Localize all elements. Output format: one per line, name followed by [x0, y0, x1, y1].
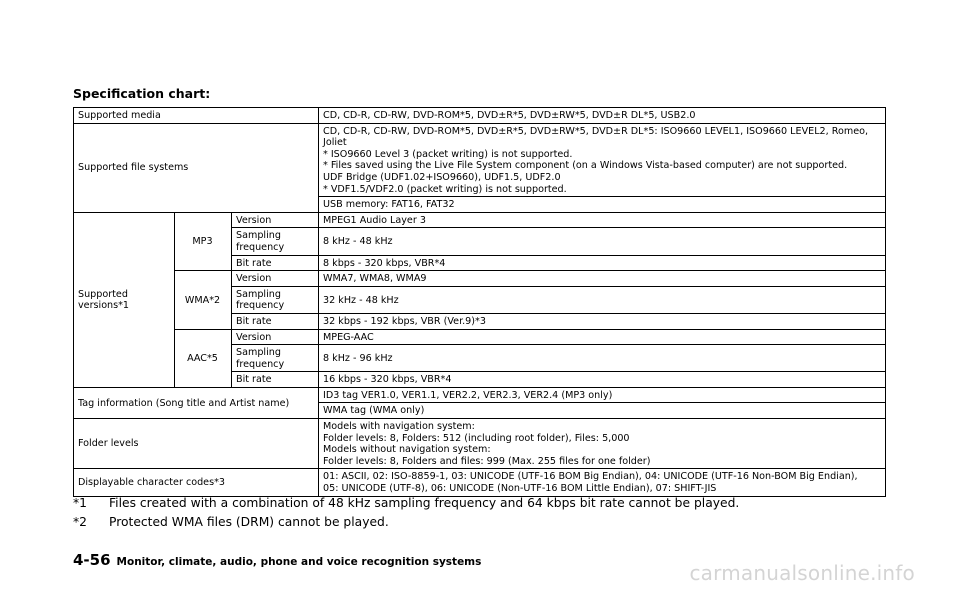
supported-versions-label: Supported versions*1 — [74, 212, 175, 387]
file-systems-value: CD, CD-R, CD-RW, DVD-ROM*5, DVD±R*5, DVD±RW*5, DVD±R DL*5: ISO9660 LEVEL1, ISO9660 LEVEL2, Romeo, Joliet * ISO9660 Level 3 (packet writing) is not supported. * Files saved using the Live File System component (on a Windows Vista-based computer) are not supported. UDF Bridge (UDF1.02+ISO9660), UDF1.5, UDF2.0 * VDF1.5/VDF2.0 (packet writing) is not supported. — [319, 123, 886, 197]
table-row — [74, 329, 886, 345]
table-row — [74, 212, 886, 228]
footnote — [73, 513, 739, 532]
usb-memory-value: USB memory: FAT16, FAT32 — [319, 197, 886, 213]
section-title: Monitor, climate, audio, phone and voice recognition systems — [116, 556, 482, 568]
footnote — [73, 494, 739, 513]
wma-bitrate-value: 32 kbps - 192 kbps, VBR (Ver.9)*3 — [319, 313, 886, 329]
tag-info-id3-value: ID3 tag VER1.0, VER1.1, VER2.2, VER2.3, VER2.4 (MP3 only) — [319, 387, 886, 403]
aac-sampling-value: 8 kHz - 96 kHz — [319, 345, 886, 372]
wma-version-value: WMA7, WMA8, WMA9 — [319, 271, 886, 287]
aac-label: AAC*5 — [175, 329, 232, 387]
aac-version-value: MPEG-AAC — [319, 329, 886, 345]
wma-version-label: Version — [232, 271, 319, 287]
wma-sampling-label: Sampling frequency — [232, 286, 319, 313]
footnote-key: *1 — [73, 496, 87, 510]
char-codes-value: 01: ASCII, 02: ISO-8859-1, 03: UNICODE (UTF-16 BOM Big Endian), 04: UNICODE (UTF-16 Non-BOM Big Endian), 05: UNICODE (UTF-8), 06: UNICODE (Non-UTF-16 BOM Little Endian), 07: SHIFT-JIS — [319, 469, 886, 496]
wma-bitrate-label: Bit rate — [232, 313, 319, 329]
footnote-text: Files created with a combination of 48 kHz sampling frequency and 64 kbps bit rate cannot be played. — [109, 496, 740, 510]
table-row — [74, 387, 886, 403]
wma-sampling-value: 32 kHz - 48 kHz — [319, 286, 886, 313]
footnote-text: Protected WMA files (DRM) cannot be played. — [109, 515, 389, 529]
folder-levels-label: Folder levels — [74, 419, 319, 469]
aac-version-label: Version — [232, 329, 319, 345]
table-row — [74, 123, 886, 197]
mp3-sampling-label: Sampling frequency — [232, 228, 319, 255]
footnotes — [73, 494, 739, 532]
watermark: carmanualsonline.info — [689, 561, 915, 585]
tag-info-wma-value: WMA tag (WMA only) — [319, 403, 886, 419]
aac-bitrate-value: 16 kbps - 320 kbps, VBR*4 — [319, 372, 886, 388]
page-heading: Specification chart: — [73, 86, 211, 101]
file-systems-label: Supported file systems — [74, 123, 319, 212]
tag-info-label: Tag information (Song title and Artist name) — [74, 387, 319, 418]
char-codes-label: Displayable character codes*3 — [74, 469, 319, 496]
aac-bitrate-label: Bit rate — [232, 372, 319, 388]
page-footer — [73, 550, 481, 569]
table-row — [74, 469, 886, 496]
mp3-version-value: MPEG1 Audio Layer 3 — [319, 212, 886, 228]
specification-table — [73, 107, 886, 497]
table-row — [74, 108, 886, 124]
folder-levels-value: Models with navigation system: Folder levels: 8, Folders: 512 (including root folder), Files: 5,000 Models without navigation system: Folder levels: 8, Folders and files: 999 (Max. 255 files for one folder) — [319, 419, 886, 469]
footnote-key: *2 — [73, 515, 87, 529]
mp3-bitrate-value: 8 kbps - 320 kbps, VBR*4 — [319, 255, 886, 271]
mp3-label: MP3 — [175, 212, 232, 270]
page-number: 4-56 — [73, 551, 111, 569]
mp3-bitrate-label: Bit rate — [232, 255, 319, 271]
mp3-sampling-value: 8 kHz - 48 kHz — [319, 228, 886, 255]
table-row — [74, 419, 886, 469]
supported-media-label: Supported media — [74, 108, 319, 124]
aac-sampling-label: Sampling frequency — [232, 345, 319, 372]
table-row — [74, 271, 886, 287]
supported-media-value: CD, CD-R, CD-RW, DVD-ROM*5, DVD±R*5, DVD±RW*5, DVD±R DL*5, USB2.0 — [319, 108, 886, 124]
wma-label: WMA*2 — [175, 271, 232, 329]
mp3-version-label: Version — [232, 212, 319, 228]
